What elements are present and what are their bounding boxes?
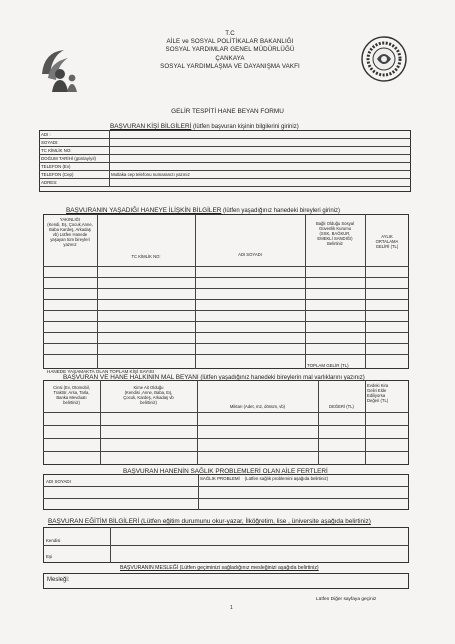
header-text: Değeri (TL) bbox=[367, 398, 389, 403]
header-line: AİLE ve SOSYAL POLİTİKALAR BAKANLIĞI bbox=[166, 38, 294, 46]
header-line: SOSYAL YARDIMLAR GENEL MÜDÜRLÜĞÜ bbox=[165, 46, 295, 54]
page-header bbox=[120, 30, 340, 71]
household-section-title bbox=[66, 207, 340, 214]
total-income-label: TOPLAM GELİR (TL) bbox=[307, 363, 349, 368]
header-text: ORTALAMA bbox=[375, 239, 399, 244]
header-text: belirtiniz) bbox=[63, 400, 80, 405]
header-text: belirtiniz) bbox=[140, 400, 157, 405]
header-text: Belirtiniz bbox=[327, 241, 343, 246]
occupation-section-title bbox=[120, 565, 319, 571]
household-col-social-security bbox=[305, 221, 365, 246]
field-surname-label: SOYADI: bbox=[41, 140, 59, 145]
household-col-relation bbox=[43, 217, 97, 247]
applicant-title-note: (lütfen başvuran kişinin bilgilerini giriniz) bbox=[193, 124, 299, 130]
health-col-problem bbox=[200, 476, 328, 481]
header-text: (Kendisi ,Anne, Baba, Eş, bbox=[124, 390, 173, 395]
household-title-main: BAŞVURANIN YAŞADIĞI HANEYE İLİŞKİN BİLGİLER bbox=[66, 207, 222, 214]
field-address-label: ADRES: bbox=[41, 180, 58, 185]
education-row-self: Kendisi bbox=[46, 538, 61, 543]
mobile-phone-note: Mutlaka cep telefonu numaranızı yazınız bbox=[111, 172, 190, 177]
assets-title-main: BAŞVURAN VE HANE HALKININ MAL BEYANI bbox=[63, 374, 199, 381]
header-line: ÇANKAYA bbox=[215, 54, 245, 62]
header-text: vb) Lütfen Hanede bbox=[52, 232, 88, 237]
form-title: GELİR TESPİTİ HANE BEYAN FORMU bbox=[171, 108, 284, 115]
header-text: yaşayan tüm bireyleri bbox=[50, 237, 90, 242]
assets-col-owner bbox=[100, 385, 197, 405]
page-number: 1 bbox=[230, 605, 233, 611]
header-text: EMEKLİ SANDIĞI) bbox=[317, 236, 353, 241]
header-text: (SSK, BAĞKUR, bbox=[319, 231, 351, 236]
assets-col-value: DEĞERİ (TL) bbox=[329, 404, 354, 409]
occupation-label: Mesleği: bbox=[47, 577, 70, 583]
foundation-seal bbox=[360, 35, 408, 83]
applicant-section-title bbox=[110, 123, 299, 130]
header-text: AYLIK bbox=[381, 234, 393, 239]
header-text: Traktör, Arsa, Tarla, bbox=[53, 390, 90, 395]
header-text: GELİRİ (TL) bbox=[375, 244, 399, 249]
education-row-spouse: Eşi bbox=[46, 554, 53, 559]
household-col-tc-id: TC KİMLİK NO: bbox=[131, 254, 161, 259]
household-title-note: (lütfen yaşadığınız hanedeki bireyleri giriniz) bbox=[223, 208, 341, 214]
header-text: yazınız bbox=[63, 242, 77, 247]
field-tc-id-label: TC KİMLİK NO: bbox=[41, 148, 72, 153]
header-text: Evdeki Kira bbox=[367, 383, 389, 388]
header-text: Ediliyorsa bbox=[367, 393, 386, 398]
header-text: YAKINLIĞI bbox=[59, 217, 81, 222]
header-text: Kime Ait Olduğu bbox=[133, 385, 164, 390]
header-line: T.C bbox=[225, 30, 235, 37]
applicant-table bbox=[39, 130, 411, 192]
household-col-name: ADI SOYADI bbox=[238, 252, 262, 257]
household-col-income bbox=[365, 234, 409, 249]
header-text: Çocuk, Kardeş, Arkadaş vb bbox=[123, 395, 174, 400]
assets-title-note: (lütfen yaşadığınız hanedeki bireylerin mal varlıklarını yazınız) bbox=[200, 375, 365, 381]
header-text: Banka Mevduatı bbox=[56, 395, 87, 400]
header-line: SOSYAL YARDIMLAŞMA VE DAYANIŞMA VAKFI bbox=[160, 62, 300, 70]
header-note: (Lütfen sağlık problemini aşağıda belirtiniz) bbox=[244, 476, 329, 481]
assets-col-type bbox=[43, 385, 100, 405]
field-home-phone-label: TELEFON (Ev) bbox=[41, 164, 71, 169]
ministry-logo bbox=[34, 44, 86, 94]
total-persons-label: HANEDE YAŞAMAKTA OLAN TOPLAM KİŞİ SAYISI bbox=[47, 369, 154, 374]
header-text: Geliri Elde bbox=[367, 388, 387, 393]
field-birthdate-label: DOĞUM TARİHİ (gün/ay/yıl) bbox=[41, 156, 96, 161]
header-text: Bağlı Olduğu Sosyal bbox=[316, 221, 354, 226]
header-text: (Kendi, Eş, Çocuk,Anne, bbox=[47, 222, 93, 227]
header-text: Cinsi (Ev, Otomobil, bbox=[53, 385, 90, 390]
header-text: Baba Kardeş, Arkadaş bbox=[49, 227, 91, 232]
applicant-title-main: BAŞVURAN KİŞİ BİLGİLERİ bbox=[110, 123, 192, 130]
education-section-title bbox=[48, 518, 371, 525]
occupation-table bbox=[43, 573, 409, 589]
header-text: Güvenlik Kurumu bbox=[318, 226, 352, 231]
header-text: SAĞLIK PROBLEMİ bbox=[200, 476, 240, 481]
next-page-note: Lütfen Diğer sayfaya geçiniz bbox=[316, 597, 377, 602]
assets-col-rent bbox=[365, 383, 411, 403]
field-name-label: ADI : bbox=[41, 132, 51, 137]
education-title: BAŞVURAN EĞİTİM BİLGİLERİ (Lütfen eğitim durumunu okur-yazar, İlköğretim, lise , üniversite aşağıda belirtiniz) bbox=[48, 518, 371, 525]
occupation-title: BAŞVURANIN MESLEĞİ (Lütfen geçiminizi sağladığınız mesleğinizi aşağıda belirtiniz) bbox=[120, 565, 319, 571]
health-title: BAŞVURAN HANENİN SAĞLIK PROBLEMLERİ OLAN AİLE FERTLERİ bbox=[123, 468, 328, 475]
health-col-name: ADI SOYADI bbox=[46, 479, 71, 484]
field-mobile-phone-label: TELEFON (Cep) bbox=[41, 172, 74, 177]
assets-col-amount: Miktarı (Adet, m2, dönüm, vb) bbox=[229, 404, 286, 409]
